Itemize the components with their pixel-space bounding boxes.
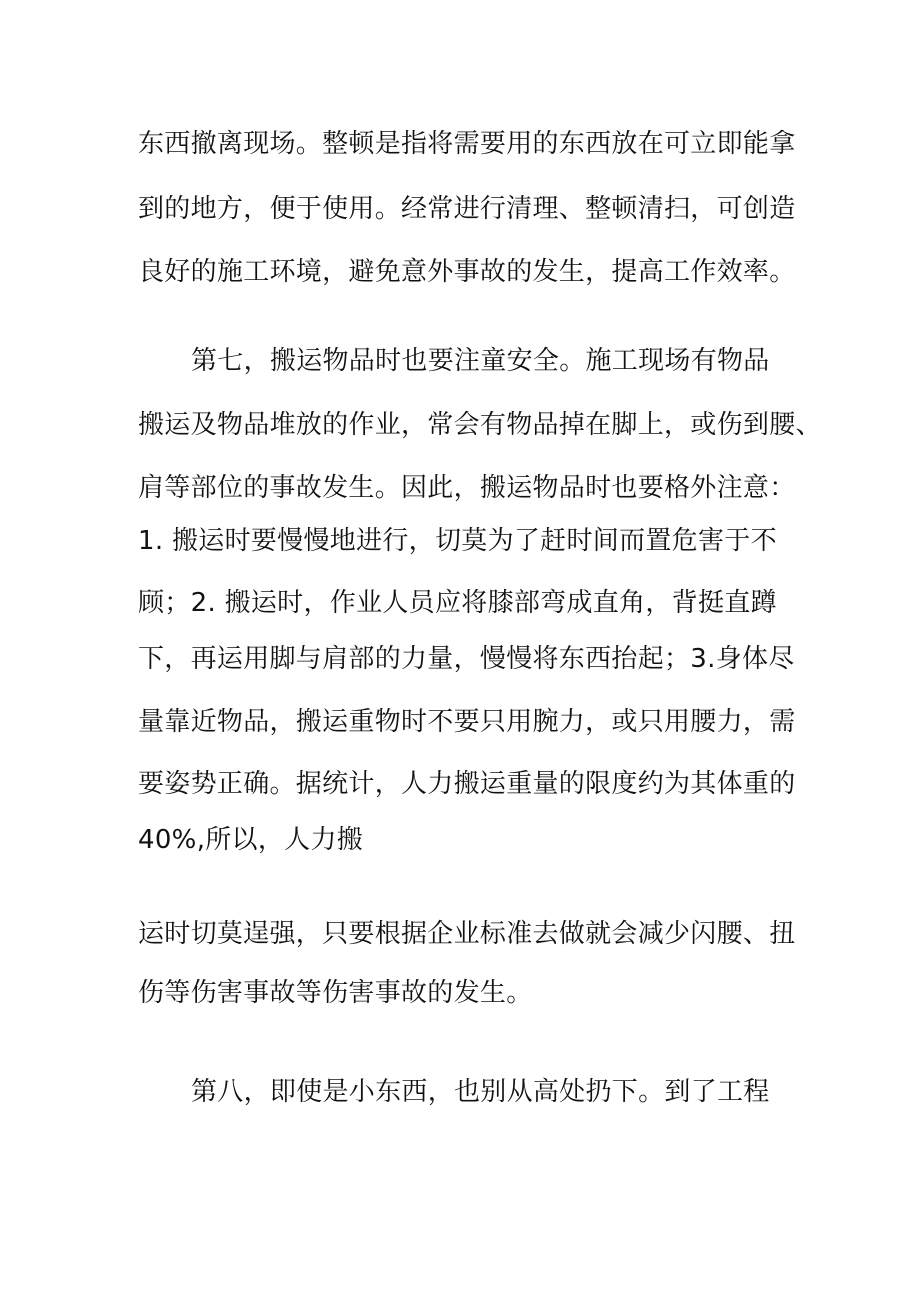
text-line: 伤等伤害事故等伤害事故的发生。 bbox=[138, 978, 533, 1008]
text-line: 东西撤离现场。整顿是指将需要用的东西放在可立即能拿 bbox=[138, 129, 796, 159]
text-line: 下，再运用脚与肩部的力量，慢慢将东西抬起；3.身体尽 bbox=[138, 644, 795, 674]
text-line: 顾；2. 搬运时，作业人员应将膝部弯成直角，背挺直蹲 bbox=[138, 588, 777, 618]
text-line: 量靠近物品，搬运重物时不要只用腕力，或只用腰力，需 bbox=[138, 707, 796, 737]
text-line: 到的地方，便于使用。经常进行清理、整顿清扫，可创造 bbox=[138, 194, 796, 224]
paragraph-start-line: 第八，即使是小东西，也别从高处扔下。到了工程 bbox=[191, 1077, 770, 1107]
text-line: 肩等部位的事故发生。因此，搬运物品时也要格外注意： bbox=[138, 473, 796, 503]
text-line: 要姿势正确。据统计，人力搬运重量的限度约为其体重的 bbox=[138, 769, 796, 799]
text-line: 40%,所以，人力搬 bbox=[138, 825, 364, 855]
text-line: 运时切莫逞强，只要根据企业标准去做就会减少闪腰、扭 bbox=[138, 919, 796, 949]
text-line: 良好的施工环境，避免意外事故的发生，提高工作效率。 bbox=[138, 257, 796, 287]
text-line: 搬运及物品堆放的作业，常会有物品掉在脚上，或伤到腰、 bbox=[138, 410, 822, 440]
text-line: 1. 搬运时要慢慢地进行，切莫为了赶时间而置危害于不 bbox=[138, 526, 777, 556]
paragraph-start-line: 第七，搬运物品时也要注童安全。施工现场有物品 bbox=[191, 346, 770, 376]
